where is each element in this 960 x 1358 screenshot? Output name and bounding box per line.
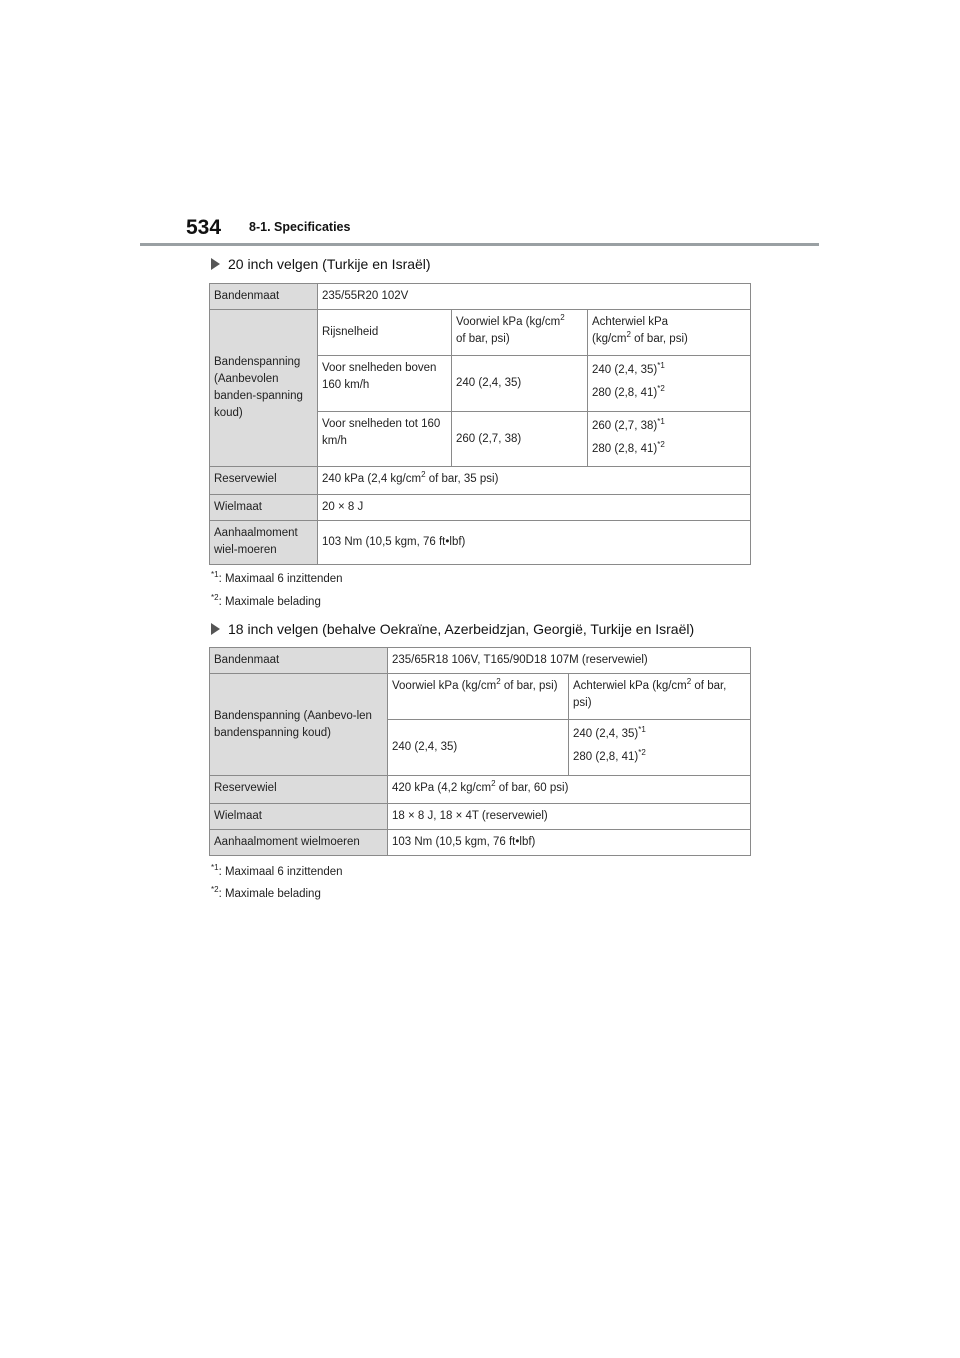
rear-value: 240 (2,4, 35)$^{*1}$ 280 (2,8, 41)$^{*2}$ [569, 720, 751, 776]
spare-value: 240 kPa (2,4 $kg/cm^2$ of bar, 35 psi) [318, 467, 751, 495]
footnote-2: $^{*2}$: Maximale belading [211, 885, 321, 900]
table-row [210, 674, 751, 720]
table-row [210, 284, 751, 310]
wheel-size-value: 18 × 8 J, 18 × 4T (reservewiel) [388, 804, 751, 830]
speed-below: Voor snelheden tot 160 km/h [318, 412, 452, 467]
tire-spec-table-18inch [209, 647, 751, 856]
front-below: 260 (2,7, 38) [452, 412, 588, 467]
table-row [210, 310, 751, 356]
table-row [210, 495, 751, 521]
section-title: 8-1. Specificaties [249, 220, 351, 234]
wheel-size-label: Wielmaat [210, 804, 388, 830]
col-front: Voorwiel kPa ($kg/cm^2$ of bar, psi) [452, 310, 588, 356]
spare-value: 420 kPa (4,2 $kg/cm^2$ of bar, 60 psi) [388, 776, 751, 804]
table-row [210, 804, 751, 830]
section2-title: 18 inch velgen (behalve Oekraïne, Azerbeidzjan, Georgië, Turkije en Israël) [228, 621, 695, 637]
footnote-1: $^{*1}$: Maximaal 6 inzittenden [211, 863, 343, 878]
footnote-1: $^{*1}$: Maximaal 6 inzittenden [211, 570, 343, 585]
table-row [210, 830, 751, 856]
tire-size-label: Bandenmaat [210, 648, 388, 674]
torque-value: 103 Nm (10,5 kgm, 76 ft•lbf) [318, 521, 751, 565]
page-number: 534 [186, 216, 222, 239]
table-row [210, 776, 751, 804]
section2-heading [209, 621, 694, 637]
triangle-bullet-icon [211, 623, 220, 635]
pressure-label: Bandenspanning (Aanbevolen banden-spanning koud) [210, 310, 318, 467]
header-rule [140, 243, 819, 246]
spare-label: Reservewiel [210, 776, 388, 804]
col-speed: Rijsnelheid [318, 310, 452, 356]
tire-size-label: Bandenmaat [210, 284, 318, 310]
section1-title: 20 inch velgen (Turkije en Israël) [228, 256, 431, 272]
tire-spec-table-20inch [209, 283, 751, 565]
speed-above: Voor snelheden boven 160 km/h [318, 356, 452, 412]
tire-size-value: 235/55R20 102V [318, 284, 751, 310]
table-row [210, 467, 751, 495]
torque-value: 103 Nm (10,5 kgm, 76 ft•lbf) [388, 830, 751, 856]
triangle-bullet-icon [211, 258, 220, 270]
wheel-size-value: 20 × 8 J [318, 495, 751, 521]
footnote-2: $^{*2}$: Maximale belading [211, 593, 321, 608]
col-rear: Achterwiel kPa ($kg/cm^2$ of bar, psi) [588, 310, 751, 356]
torque-label: Aanhaalmoment wielmoeren [210, 830, 388, 856]
tire-size-value: 235/65R18 106V, T165/90D18 107M (reservewiel) [388, 648, 751, 674]
spare-label: Reservewiel [210, 467, 318, 495]
front-value: 240 (2,4, 35) [388, 720, 569, 776]
rear-below: 260 (2,7, 38)$^{*1}$ 280 (2,8, 41)$^{*2}$ [588, 412, 751, 467]
wheel-size-label: Wielmaat [210, 495, 318, 521]
table-row [210, 648, 751, 674]
col-rear: Achterwiel kPa ($kg/cm^2$ of bar, psi) [569, 674, 751, 720]
front-above: 240 (2,4, 35) [452, 356, 588, 412]
rear-above: 240 (2,4, 35)$^{*1}$ 280 (2,8, 41)$^{*2}$ [588, 356, 751, 412]
table-row [210, 521, 751, 565]
col-front: Voorwiel kPa ($kg/cm^2$ of bar, psi) [388, 674, 569, 720]
torque-label: Aanhaalmoment wiel-moeren [210, 521, 318, 565]
pressure-label: Bandenspanning (Aanbevo-len bandenspanning koud) [210, 674, 388, 776]
section1-heading [209, 256, 431, 272]
